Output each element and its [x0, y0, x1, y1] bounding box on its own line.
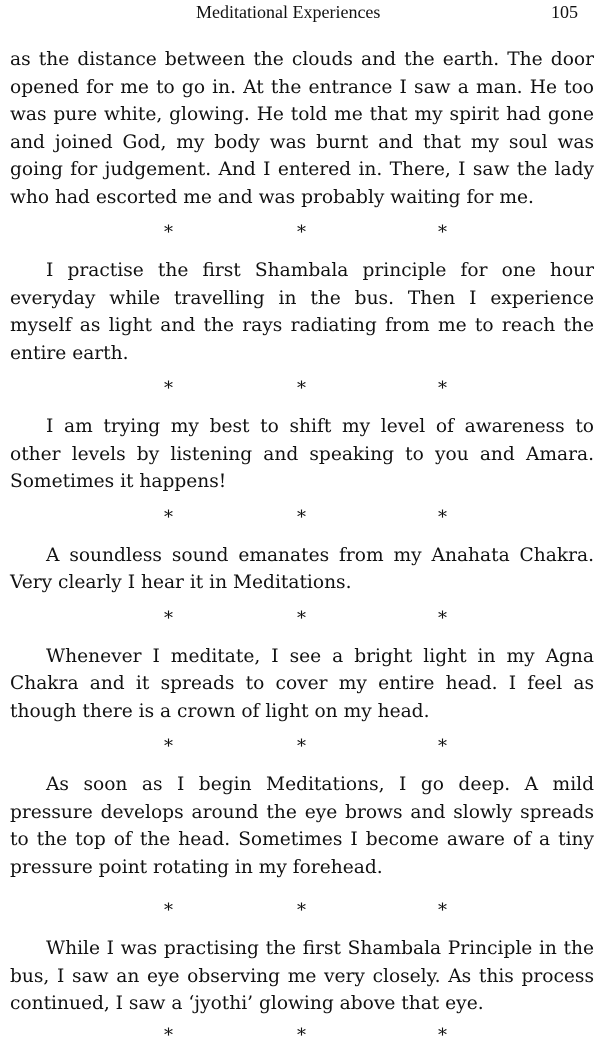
divider-asterisk: * — [164, 378, 173, 399]
paragraph-4: A soundless sound emanates from my Anahata Chakra. Very clearly I hear it in Meditations. — [10, 544, 594, 593]
divider-asterisk: * — [297, 900, 306, 921]
divider-asterisk: * — [438, 1024, 447, 1046]
divider-asterisk: * — [164, 900, 173, 921]
divider-asterisk: * — [164, 506, 173, 528]
divider-asterisk: * — [164, 222, 173, 243]
section-divider — [10, 506, 594, 526]
divider-asterisk: * — [438, 378, 447, 399]
divider-asterisk: * — [164, 1024, 173, 1046]
divider-asterisk: * — [297, 506, 306, 528]
paragraph-5: Whenever I meditate, I see a bright light in my Agna Chakra and it spreads to cover my entire head. I feel as though there is a crown of light on my head. — [10, 645, 594, 722]
divider-asterisk: * — [297, 222, 306, 243]
divider-asterisk: * — [164, 736, 173, 757]
section-divider — [10, 899, 594, 919]
divider-asterisk: * — [438, 607, 447, 629]
section-divider — [10, 377, 594, 397]
page-body — [10, 46, 594, 1044]
divider-asterisk: * — [297, 378, 306, 399]
divider-asterisk: * — [438, 222, 447, 243]
divider-asterisk: * — [438, 506, 447, 528]
section-divider — [10, 221, 594, 241]
divider-asterisk: * — [297, 736, 306, 757]
running-head: Meditational Experiences — [196, 2, 381, 22]
divider-asterisk: * — [438, 736, 447, 757]
section-divider — [10, 1024, 594, 1044]
paragraph-6: As soon as I begin Meditations, I go deep. A mild pressure develops around the eye brows and slowly spreads to the top of the head. Sometimes I become aware of a tiny pressure point rotating in my forehead. — [10, 774, 594, 878]
paragraph-3: I am trying my best to shift my level of awareness to other levels by listening and speaking to you and Amara. Sometimes it happens! — [10, 416, 594, 492]
divider-asterisk: * — [164, 607, 173, 629]
page-header — [0, 2, 600, 26]
section-divider — [10, 607, 594, 627]
divider-asterisk: * — [438, 900, 447, 921]
page-number: 105 — [551, 2, 578, 22]
divider-asterisk: * — [297, 1024, 306, 1046]
paragraph-2: I practise the first Shambala principle for one hour everyday while travelling in the bus. Then I experience myself as light and the rays radiating from me to reach the entire earth. — [10, 260, 594, 364]
section-divider — [10, 735, 594, 755]
divider-asterisk: * — [297, 607, 306, 629]
paragraph-7: While I was practising the first Shambala Principle in the bus, I saw an eye observing me very closely. As this process continued, I saw a ‘jyothi’ glowing above that eye. — [10, 938, 594, 1014]
paragraph-1: as the distance between the clouds and the earth. The door opened for me to go in. At the entrance I saw a man. He too was pure white, glowing. He told me that my spirit had gone and joined God, my body was burnt and that my soul was going for judgement. And I entered in. There, I saw the lady who had escorted me and was probably waiting for me. — [10, 49, 594, 208]
